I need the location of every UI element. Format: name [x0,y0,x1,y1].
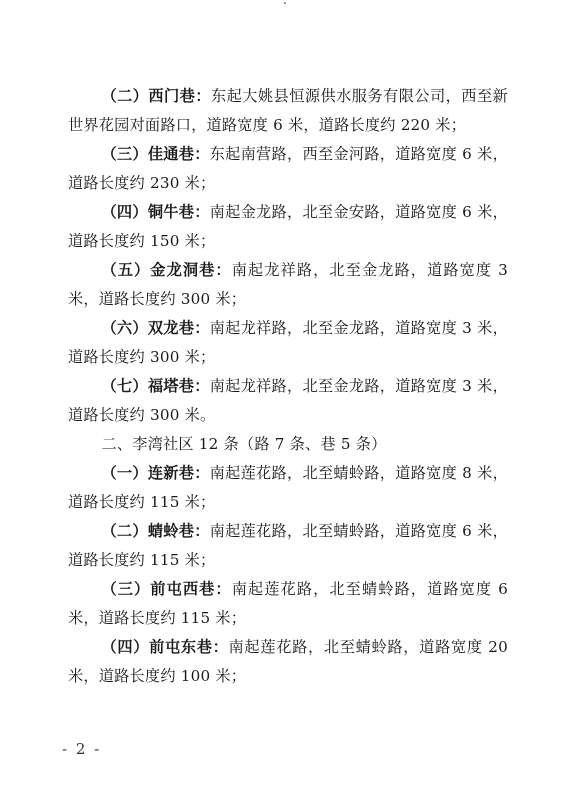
item-text: 南起莲花路，北至蜻蛉路，道路宽度 8 米，道路长度约 115 米； [68,464,508,511]
list-item [68,82,508,140]
item-label: （二）西门巷： [101,87,211,105]
list-item [68,256,508,314]
list-item [68,459,508,517]
item-text: 南起龙祥路，北至金龙路，道路宽度 3 米，道路长度约 300 米； [68,319,508,366]
item-text: 南起龙祥路，北至金龙路，道路宽度 3 米，道路长度约 300 米。 [68,377,508,424]
item-text: 南起莲花路，北至蜻蛉路，道路宽度 6 米，道路长度约 115 米； [68,580,508,627]
list-item [68,314,508,372]
scan-mark [284,2,286,4]
item-text: 南起莲花路，北至蜻蛉路，道路宽度 20 米，道路长度约 100 米； [68,638,508,685]
item-label: （一）连新巷： [101,464,210,482]
item-text: 南起莲花路，北至蜻蛉路，道路宽度 6 米，道路长度约 115 米； [68,522,508,569]
item-text: 东起大姚县恒源供水服务有限公司，西至新世界花园对面路口，道路宽度 6 米，道路长度约 220 米； [68,87,508,134]
item-label: （三）前屯西巷： [101,580,232,598]
list-item [68,198,508,256]
item-label: （三）佳通巷： [101,145,210,163]
item-text: 东起南营路，西至金河路，道路宽度 6 米，道路长度约 230 米； [68,145,508,192]
item-text: 南起龙祥路，北至金龙路，道路宽度 3 米，道路长度约 300 米； [68,261,508,308]
list-item [68,140,508,198]
list-item [68,517,508,575]
page-number: - 2 - [62,740,102,758]
item-label: （七）福塔巷： [101,377,210,395]
item-label: （六）双龙巷： [101,319,210,337]
list-item [68,575,508,633]
item-label: （二）蜻蛉巷： [101,522,210,540]
document-body [68,82,508,691]
item-label: （四）铜牛巷： [101,203,210,221]
section-heading: 二、李湾社区 12 条（路 7 条、巷 5 条） [101,435,387,453]
item-label: （四）前屯东巷： [101,638,229,656]
item-label: （五）金龙洞巷： [101,261,232,279]
list-item [68,372,508,430]
item-text: 南起金龙路，北至金安路，道路宽度 6 米，道路长度约 150 米； [68,203,508,250]
list-item [68,633,508,691]
